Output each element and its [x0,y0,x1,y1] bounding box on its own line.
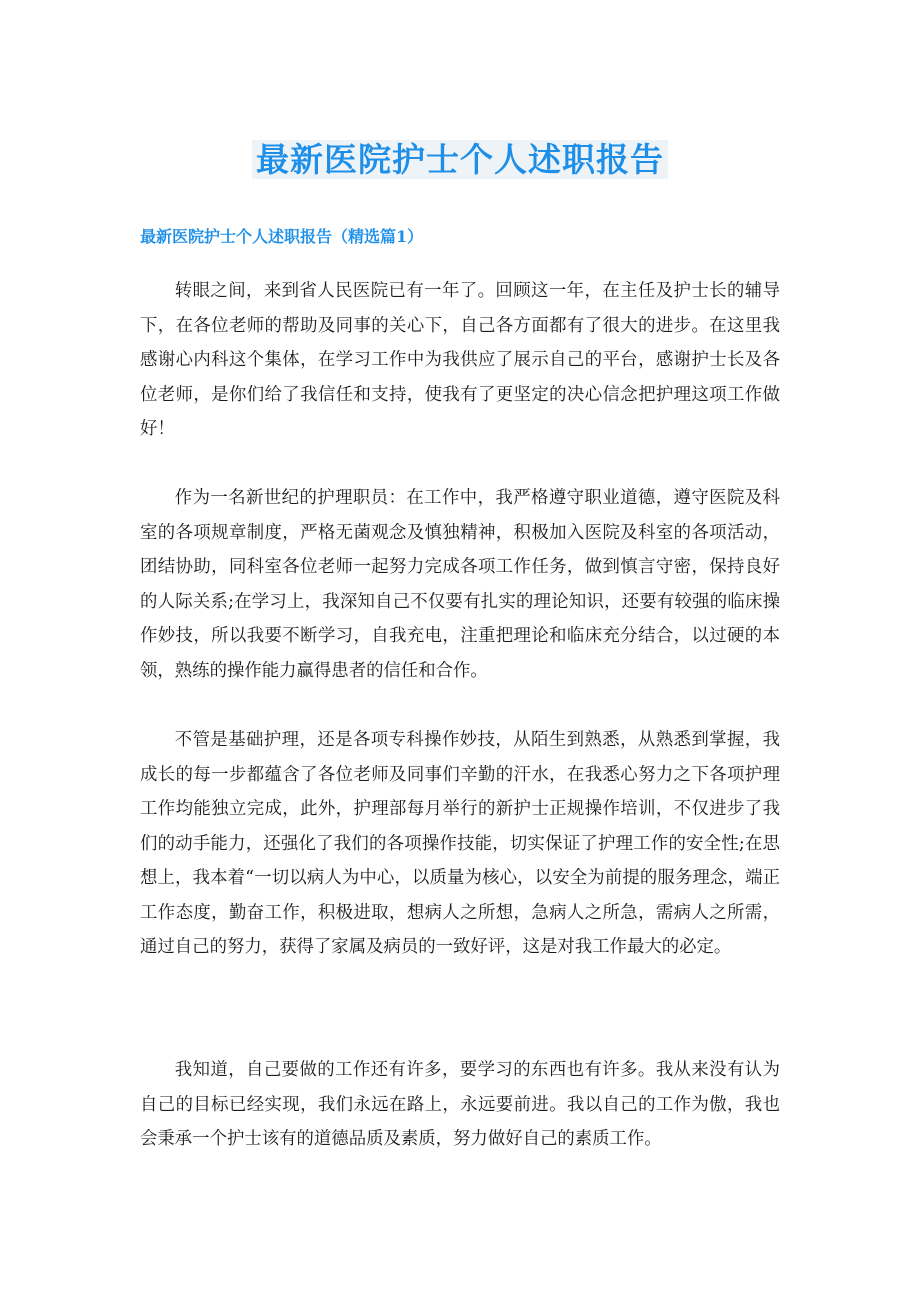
paragraph-4: 我知道，自己要做的工作还有许多，要学习的东西也有许多。我从来没有认为自己的目标已经实现，我们永远在路上，永远要前进。我以自己的工作为傲，我也会秉承一个护士该有的道德品质及素质，努力做好自己的素质工作。 [140,1060,780,1149]
page-title-text: 最新医院护士个人述职报告 [252,140,668,179]
paragraph-2: 作为一名新世纪的护理职员：在工作中，我严格遵守职业道德，遵守医院及科室的各项规章制度，严格无菌观念及慎独精神，积极加入医院及科室的各项活动，团结协助，同科室各位老师一起努力完成各项工作任务，做到慎言守密，保持良好的人际关系;在学习上，我深知自己不仅要有扎实的理论知识，还要有较强的临床操作妙技，所以我要不断学习，自我充电，注重把理论和临床充分结合，以过硬的本领，熟练的操作能力赢得患者的信任和合作。 [140,488,780,681]
paragraph-3: 不管是基础护理，还是各项专科操作妙技，从陌生到熟悉，从熟悉到掌握，我成长的每一步都蕴含了各位老师及同事们辛勤的汗水，在我悉心努力之下各项护理工作均能独立完成，此外，护理部每月举行的新护士正规操作培训，不仅进步了我们的动手能力，还强化了我们的各项操作技能，切实保证了护理工作的安全性;在思想上，我本着“一切以病人为中心，以质量为核心，以安全为前提的服务理念，端正工作态度，勤奋工作，积极进取，想病人之所想，急病人之所急，需病人之所需，通过自己的努力，获得了家属及病员的一致好评，这是对我工作最大的必定。 [140,730,780,957]
paragraph-1: 转眼之间，来到省人民医院已有一年了。回顾这一年，在主任及护士长的辅导下，在各位老师的帮助及同事的关心下，自己各方面都有了很大的进步。在这里我感谢心内科这个集体，在学习工作中为我供应了展示自己的平台，感谢护士长及各位老师，是你们给了我信任和支持，使我有了更坚定的决心信念把护理这项工作做好！ [140,281,780,439]
section-heading: 最新医院护士个人述职报告（精选篇1） [140,227,424,246]
page-title [0,138,920,182]
